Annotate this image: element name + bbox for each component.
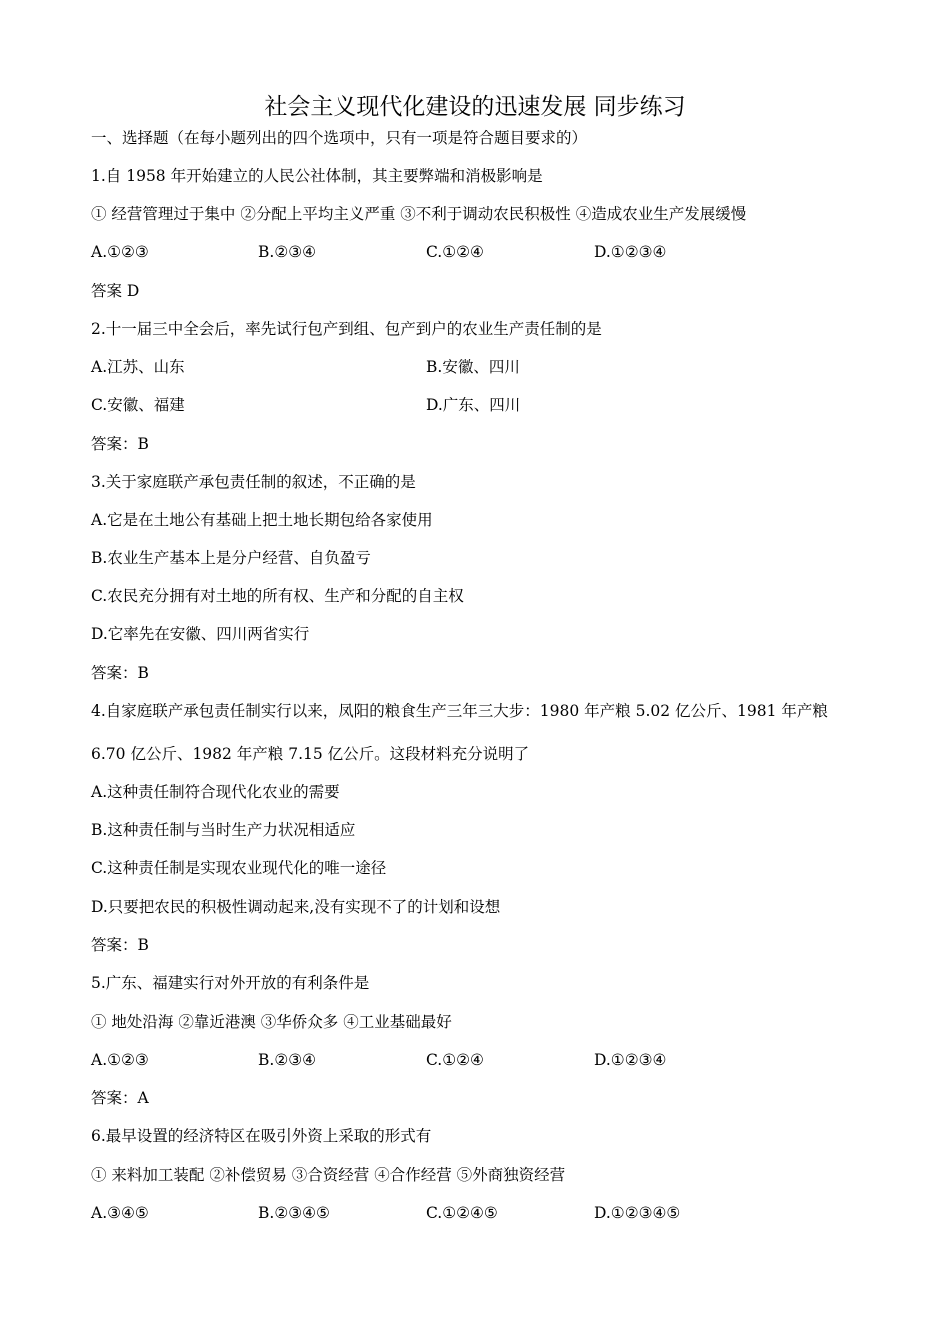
- question-4-stem: 4.自家庭联产承包责任制实行以来，凤阳的粮食生产三年三大步：1980 年产粮 5.02 亿公斤、1981 年产粮: [91, 702, 828, 720]
- question-6-option-a: A.③④⑤: [91, 1204, 149, 1222]
- question-5-option-d: D.①②③④: [594, 1051, 667, 1069]
- question-6-option-d: D.①②③④⑤: [594, 1204, 681, 1222]
- question-1-option-b: B.②③④: [258, 243, 317, 261]
- question-3-answer: 答案：B: [91, 664, 149, 682]
- question-3-option-d: D.它率先在安徽、四川两省实行: [91, 625, 310, 643]
- question-4-option-d: D.只要把农民的积极性调动起来,没有实现不了的计划和设想: [91, 898, 501, 916]
- question-6-stem: 6.最早设置的经济特区在吸引外资上采取的形式有: [91, 1127, 432, 1145]
- question-1-option-d: D.①②③④: [594, 243, 667, 261]
- question-3-option-b: B.农业生产基本上是分户经营、自负盈亏: [91, 549, 371, 567]
- question-2-stem: 2.十一届三中全会后，率先试行包产到组、包产到户的农业生产责任制的是: [91, 320, 602, 338]
- question-1-answer: 答案 D: [91, 282, 140, 300]
- question-5-option-b: B.②③④: [258, 1051, 317, 1069]
- question-6-option-c: C.①②④⑤: [426, 1204, 498, 1222]
- question-4-option-c: C.这种责任制是实现农业现代化的唯一途径: [91, 859, 387, 877]
- question-5-statements: ① 地处沿海 ②靠近港澳 ③华侨众多 ④工业基础最好: [91, 1013, 452, 1031]
- question-1-stem: 1.自 1958 年开始建立的人民公社体制，其主要弊端和消极影响是: [91, 167, 543, 185]
- question-3-option-c: C.农民充分拥有对土地的所有权、生产和分配的自主权: [91, 587, 464, 605]
- question-2-option-d: D.广东、四川: [426, 396, 521, 414]
- question-6-option-b: B.②③④⑤: [258, 1204, 330, 1222]
- question-2-option-a: A.江苏、山东: [91, 358, 185, 376]
- page-title: 社会主义现代化建设的迅速发展 同步练习: [264, 94, 686, 120]
- question-5-option-c: C.①②④: [426, 1051, 484, 1069]
- question-2-option-b: B.安徽、四川: [426, 358, 520, 376]
- question-4-stem-continued: 6.70 亿公斤、1982 年产粮 7.15 亿公斤。这段材料充分说明了: [91, 745, 530, 763]
- question-3-stem: 3.关于家庭联产承包责任制的叙述，不正确的是: [91, 473, 416, 491]
- section-heading: 一、选择题（在每小题列出的四个选项中，只有一项是符合题目要求的）: [91, 129, 588, 147]
- question-4-answer: 答案：B: [91, 936, 149, 954]
- question-5-stem: 5.广东、福建实行对外开放的有利条件是: [91, 974, 370, 992]
- question-1-option-a: A.①②③: [91, 243, 149, 261]
- question-1-option-c: C.①②④: [426, 243, 484, 261]
- question-3-option-a: A.它是在土地公有基础上把土地长期包给各家使用: [91, 511, 433, 529]
- question-1-statements: ① 经营管理过于集中 ②分配上平均主义严重 ③不利于调动农民积极性 ④造成农业生产发展缓慢: [91, 205, 747, 223]
- question-6-statements: ① 来料加工装配 ②补偿贸易 ③合资经营 ④合作经营 ⑤外商独资经营: [91, 1166, 566, 1184]
- question-2-option-c: C.安徽、福建: [91, 396, 185, 414]
- question-5-answer: 答案：A: [91, 1089, 149, 1107]
- question-5-option-a: A.①②③: [91, 1051, 149, 1069]
- question-4-option-b: B.这种责任制与当时生产力状况相适应: [91, 821, 356, 839]
- question-4-option-a: A.这种责任制符合现代化农业的需要: [91, 783, 340, 801]
- question-2-answer: 答案：B: [91, 435, 149, 453]
